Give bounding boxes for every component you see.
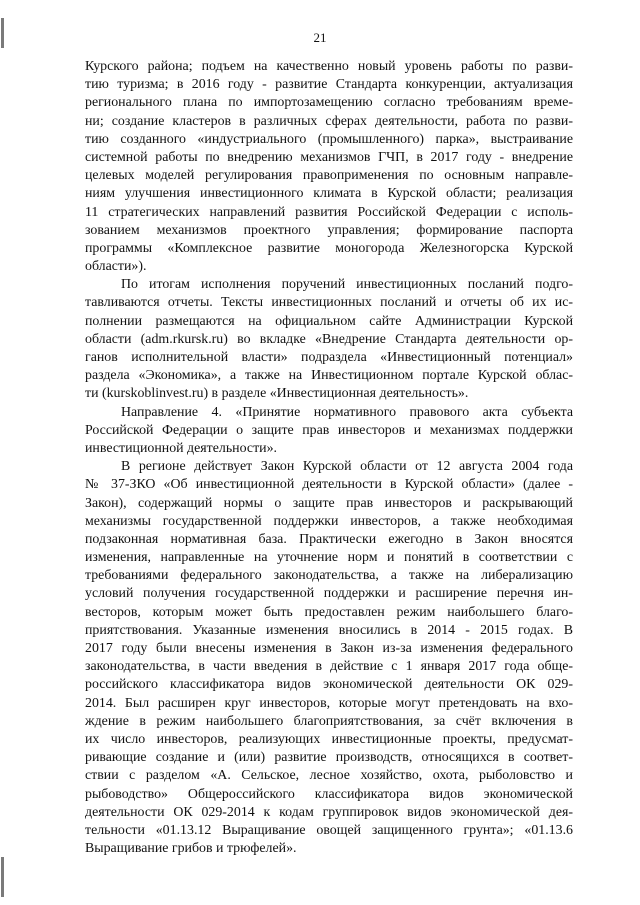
text-line: ривающие создание и (или) развитие производств, относящихся в соответ- [85, 750, 573, 766]
text-line: ждение в режим наибольшего благоприятствования, за счёт включения в [85, 713, 573, 729]
text-line: инвестиционной деятельности». [85, 440, 277, 456]
text-line: Направление 4. «Принятие нормативного правового акта субъекта [121, 404, 573, 420]
text-line: зованием механизмов проектного управления; формирование паспорта [85, 222, 573, 238]
text-line: В регионе действует Закон Курской области от 12 августа 2004 года [121, 459, 573, 475]
text-line: Закон), содержащий нормы о защите прав инвесторов и раскрывающий [85, 495, 573, 511]
text-line: Выращивание грибов и трюфелей». [85, 841, 297, 857]
text-line: приятствования. Указанные изменения вносились в 2014 - 2015 годах. В [85, 622, 573, 638]
text-line: целевых моделей регулирования правоприменения по основным направле- [85, 168, 573, 184]
text-line: весторов, которым может быть предоставлен режим наибольшего благо- [85, 604, 573, 620]
text-line: механизмы государственной поддержки инвесторов, а также необходимая [85, 513, 573, 529]
text-line: ствии с разделом «А. Сельское, лесное хозяйство, охота, рыболовство и [85, 768, 573, 784]
text-line: полнении размещаются на официальном сайте Администрации Курской [85, 313, 573, 329]
text-line: их число инвесторов, реализующих инвестиционные проекты, предусмат- [85, 731, 573, 747]
page-number: 21 [313, 30, 327, 45]
text-line: тавливаются отчеты. Тексты инвестиционных посланий и отчеты об их ис- [85, 295, 573, 311]
body-text [85, 58, 573, 858]
text-line: российского классификатора видов экономической деятельности ОК 029- [85, 677, 573, 693]
text-line: 2017 году были внесены изменения в Закон из-за изменения федерального [85, 641, 573, 656]
text-line: системной работы по внедрению механизмов ГЧП, в 2017 году - внедрение [85, 149, 573, 165]
text-line: тельности «01.13.12 Выращивание овощей защищенного грунта»; «01.13.6 [85, 822, 573, 838]
text-line: 2014. Был расширен круг инвесторов, которые могут претендовать на вхо- [85, 695, 573, 711]
text-line: области»). [85, 259, 147, 275]
text-line: рыбоводство» Общероссийского классификатора видов экономической [85, 786, 573, 802]
text-line: подзаконная нормативная база. Практически ежегодно в Закон вносятся [85, 531, 573, 547]
text-line: Курского района; подъем на качественно новый уровень работы по разви- [85, 59, 573, 74]
text-line: Российской Федерации о защите прав инвесторов и механизмах поддержки [85, 422, 573, 438]
text-line: № 37-ЗКО «Об инвестиционной деятельности в Курской области» (далее - [85, 477, 573, 493]
text-line: условий получения государственной поддержки и расширение перечня ин- [85, 586, 573, 602]
text-line: области (adm.rkursk.ru) во вкладке «Внедрение Стандарта деятельности ор- [85, 331, 573, 347]
text-line: изменения, направленные на уточнение норм и понятий в соответствии с [85, 550, 573, 566]
scan-edge-mark [1, 857, 4, 897]
text-line: законодательства, в части введения в действие с 1 января 2017 года обще- [85, 659, 573, 675]
text-line: программы «Комплексное развитие моногорода Железногорска Курской [85, 240, 573, 256]
text-line: тию созданного «индустриального (промышленного) парка», выстраивание [85, 131, 573, 147]
text-line: ганов исполнительной власти» подраздела «Инвестиционный потенциал» [85, 350, 573, 365]
text-line: раздела «Экономика», а также на Инвестиционном портале Курской облас- [85, 368, 573, 384]
text-line: ниям улучшения инвестиционного климата в Курской области; реализация [85, 186, 573, 202]
text-line: ни; создание кластеров в различных сферах деятельности, работа по разви- [85, 113, 573, 129]
text-line: тию туризма; в 2016 году - развитие Стандарта конкуренции, актуализация [85, 77, 573, 93]
text-line: требованиями федерального законодательства, а также на либерализацию [85, 568, 573, 584]
text-line: деятельности ОК 029-2014 к кодам группировок видов экономической дея- [85, 804, 573, 820]
text-line: регионального плана по импортозамещению согласно требованиям време- [85, 95, 573, 111]
text-line: ти (kurskoblinvest.ru) в разделе «Инвестиционная деятельность». [85, 386, 469, 402]
text-line: 11 стратегических направлений развития Российской Федерации с исполь- [85, 204, 573, 220]
text-line: По итогам исполнения поручений инвестиционных посланий подго- [121, 277, 573, 293]
